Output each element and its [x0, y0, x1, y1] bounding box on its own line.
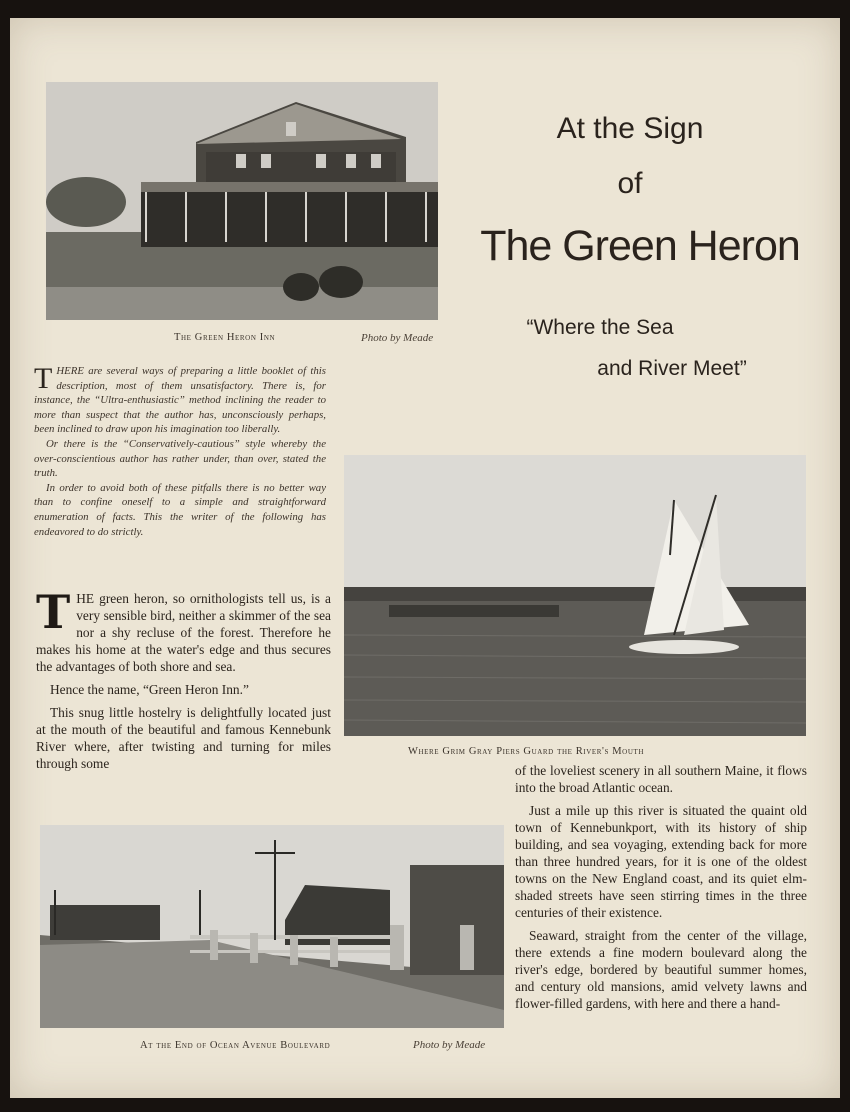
body-column-right — [515, 762, 807, 1018]
boulevard-caption: At the End of Ocean Avenue Boulevard — [140, 1040, 331, 1051]
page-title-line-3: The Green Heron — [480, 222, 800, 270]
tagline-line-2: and River Meet” — [597, 357, 747, 380]
inn-photo-caption: The Green Heron Inn — [174, 332, 276, 343]
boulevard-credit: Photo by Meade — [413, 1039, 486, 1051]
body-right-paragraph-1: of the loveliest scenery in all southern Maine, it flows into the broad Atlantic ocean. — [515, 763, 807, 795]
river-mouth-caption: Where Grim Gray Piers Guard the River's Mouth — [408, 746, 645, 757]
body-drop-cap: T — [36, 585, 71, 639]
body-left-paragraph-3: This snug little hostelry is delightfully located just at the mouth of the beautiful and famous Kennebunk River where, after twisting and turning for miles through some — [36, 705, 331, 771]
intro-paragraph-1: HERE are several ways of preparing a little booklet of this description, most of them unsatisfactory. There is, for instance, the “Ultra-enthusiastic” method inclining the reader to more than suspect that the author has, unconsciously perhaps, been inclined to draw upon his imagination too liberally. — [34, 365, 326, 436]
intro-text — [34, 364, 326, 539]
body-left-paragraph-1: HE green heron, so ornithologists tell us, is a very sensible bird, neither a skimmer of the sea nor a shy recluse of the forest. Therefore he makes his home at the water's edge and thus secures the advantages of both shore and sea. — [36, 591, 331, 674]
body-right-paragraph-2: Just a mile up this river is situated the quaint old town of Kennebunkport, with its history of ship building, and sea voyaging, extending back for more than three hundred years, for it is one of the oldest towns on the New England coast, and its quiet elm-shaded streets have seen stirring times in the three centuries of their existence. — [515, 803, 807, 920]
page-title-line-1: At the Sign — [556, 112, 704, 145]
body-column-left — [36, 585, 331, 778]
body-right-paragraph-3: Seaward, straight from the center of the village, there extends a fine modern boulevard along the river's edge, bordered by beautiful summer homes, and century old mansions, amid velvety lawns and flower-filled gardens, with here and there a hand- — [515, 928, 807, 1011]
inn-photo — [46, 82, 438, 320]
intro-paragraph-2: Or there is the “Conservatively-cautious” style whereby the over-conscientious author has rather under, than over, stated the truth. — [34, 437, 326, 480]
body-left-paragraph-2: Hence the name, “Green Heron Inn.” — [50, 682, 249, 697]
tagline-line-1: “Where the Sea — [526, 316, 674, 339]
inn-photo-credit: Photo by Meade — [361, 332, 434, 344]
boulevard-photo — [40, 825, 504, 1028]
river-mouth-photo — [344, 455, 806, 736]
page-title-line-2: of — [617, 167, 643, 200]
intro-paragraph-3: In order to avoid both of these pitfalls there is no better way than to confine oneself to a simple and straightforward enumeration of facts. This the writer of the following has endeavored to do strictly. — [34, 481, 326, 538]
intro-drop-cap: T — [34, 362, 53, 395]
